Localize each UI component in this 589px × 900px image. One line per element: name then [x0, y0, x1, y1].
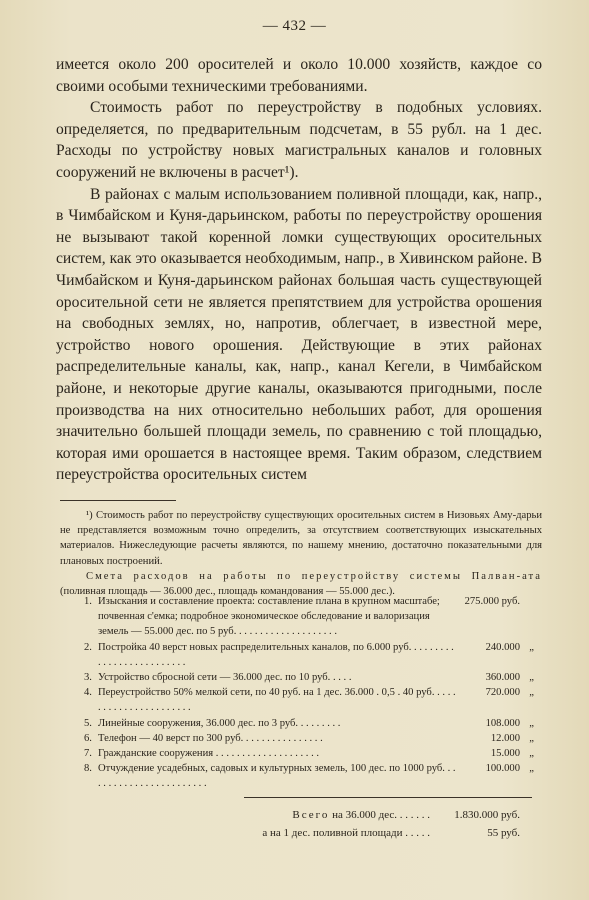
item-amount: 720.000 [485, 687, 520, 699]
total-label-spaced: Всего [292, 809, 330, 821]
item-amount: 275.000 руб. [464, 596, 520, 607]
item-number: 6. [84, 732, 92, 744]
per-des-row [84, 824, 534, 842]
paragraph: имеется около 200 оросителей и около 10.000 хозяйств, каждое со своими особыми техническими требованиями. [56, 56, 542, 95]
item-text: Отчуждение усадебных, садовых и культурных земель, 100 дес. по 1000 руб. . . . . . . . . . . . . . . . . . . . . . . . [98, 763, 456, 790]
estimate-item [84, 594, 534, 640]
item-ditto: „ [529, 732, 534, 744]
item-amount: 12.000 [490, 732, 520, 744]
per-des-amount: 55 руб. [487, 827, 520, 839]
item-amount: 108.000 [485, 717, 520, 729]
footnote-divider [60, 500, 176, 501]
footnote [60, 508, 542, 599]
item-ditto: „ [529, 672, 534, 684]
item-text: Гражданские сооружения . . . . . . . . . . . . . . . . . . . . [98, 748, 320, 760]
page-number: — 432 — [262, 18, 327, 34]
item-number: 7. [84, 748, 92, 760]
estimate-item [84, 716, 534, 731]
item-amount: 240.000 [485, 641, 520, 653]
item-number: 8. [84, 763, 92, 775]
estimate-item [84, 731, 534, 746]
estimate-item [84, 761, 534, 791]
item-amount: 15.000 [490, 748, 520, 760]
paragraph: В районах с малым использованием поливной площади, как, напр., в Чимбайском и Куня-дарьинском, работы по переустройству орошения не вызывают такой коренной ломки существующих оросительных систем, как это оказывается необходимым, напр., в Хивинском районе. В Чимбайском и Куня-дарьинском районах большая часть существующей оросительной сети не является препятствием для устройства орошения на свободных землях, но, напротив, облегчает, в известной мере, устройство нового орошения. Действующие в этих районах распределительные каналы, как, напр., канал Кегели, в Чимбайском районе, и некоторые другие каналы, оказываются пригодными, после производства на них относительно небольших работ, для орошения значительно большей площади земель, по сравнению с той площадью, которая ими орошается в настоящее время. Таким образом, следствием переустройства оросительных систем [56, 185, 542, 484]
item-ditto [520, 594, 534, 640]
item-amount: 100.000 [485, 763, 520, 775]
estimate-item [84, 685, 534, 715]
footnote-text: ¹) Стоимость работ по переустройству существующих оросительных систем в Низовьях Аму-дарьи не представляется возможным точно определить, за отсутствием соответствующих изыскательных материалов. Нижеследующие расчеты являются, по нашему мнению, достаточно показательными для плановых построений. [60, 510, 542, 567]
estimate-heading-rest: (поливная площадь — 36.000 дес., площадь командования — 55.000 дес.). [60, 586, 395, 598]
total-amount: 1.830.000 руб. [454, 809, 520, 821]
estimate-item [84, 746, 534, 761]
total-row [84, 806, 534, 824]
item-text: Изыскания и составление проекта: составление плана в крупном масштабе; почвенная с'емка; подробное экономическое обследование и валоризация земель — 55.000 дес. по 5 руб. . . . . . . . . . . . . . . . . . . . [98, 596, 440, 638]
totals-divider [244, 797, 532, 798]
per-des-label: а на 1 дес. поливной площади . . . . . [262, 827, 430, 839]
total-label [292, 806, 430, 824]
item-number: 2. [84, 641, 92, 653]
main-text [56, 54, 542, 486]
item-number: 4. [84, 687, 92, 699]
item-number: 1. [84, 596, 92, 607]
item-ditto: „ [529, 717, 534, 729]
estimate-item [84, 640, 534, 670]
estimate-heading-spaced: Смета расходов на работы по переустройству системы Палван-ата [86, 570, 542, 582]
item-text: Линейные сооружения, 36.000 дес. по 3 руб. . . . . . . . . [98, 717, 341, 729]
estimate-item [84, 670, 534, 685]
item-ditto: „ [529, 748, 534, 760]
item-number: 5. [84, 717, 92, 729]
item-ditto: „ [529, 763, 534, 775]
item-number: 3. [84, 672, 92, 684]
item-text: Устройство сбросной сети — 36.000 дес. по 10 руб. . . . . [98, 672, 352, 684]
item-text: Телефон — 40 верст по 300 руб. . . . . . . . . . . . . . . . [98, 732, 323, 744]
item-ditto: „ [529, 687, 534, 699]
paragraph: Стоимость работ по переустройству в подобных условиях. определяется, по предварительным подсчетам, в 55 рубл. на 1 дес. Расходы по устройству новых магистральных каналов и головных сооружений не включены в расчет¹). [56, 99, 542, 181]
item-amount: 360.000 [485, 672, 520, 684]
estimate-totals [84, 806, 534, 842]
item-text: Переустройство 50% мелкой сети, по 40 руб. на 1 дес. 36.000 . 0,5 . 40 руб. . . . . . . . . . . . . . . . . . . . . . . [98, 687, 456, 714]
estimate-list [84, 594, 534, 792]
item-text: Постройка 40 верст новых распределительных каналов, по 6.000 руб. . . . . . . . . . . . . . . . . . . . . . . . . . [98, 641, 454, 668]
total-label-rest: на 36.000 дес. . . . . . . [329, 809, 430, 821]
item-ditto: „ [529, 641, 534, 653]
